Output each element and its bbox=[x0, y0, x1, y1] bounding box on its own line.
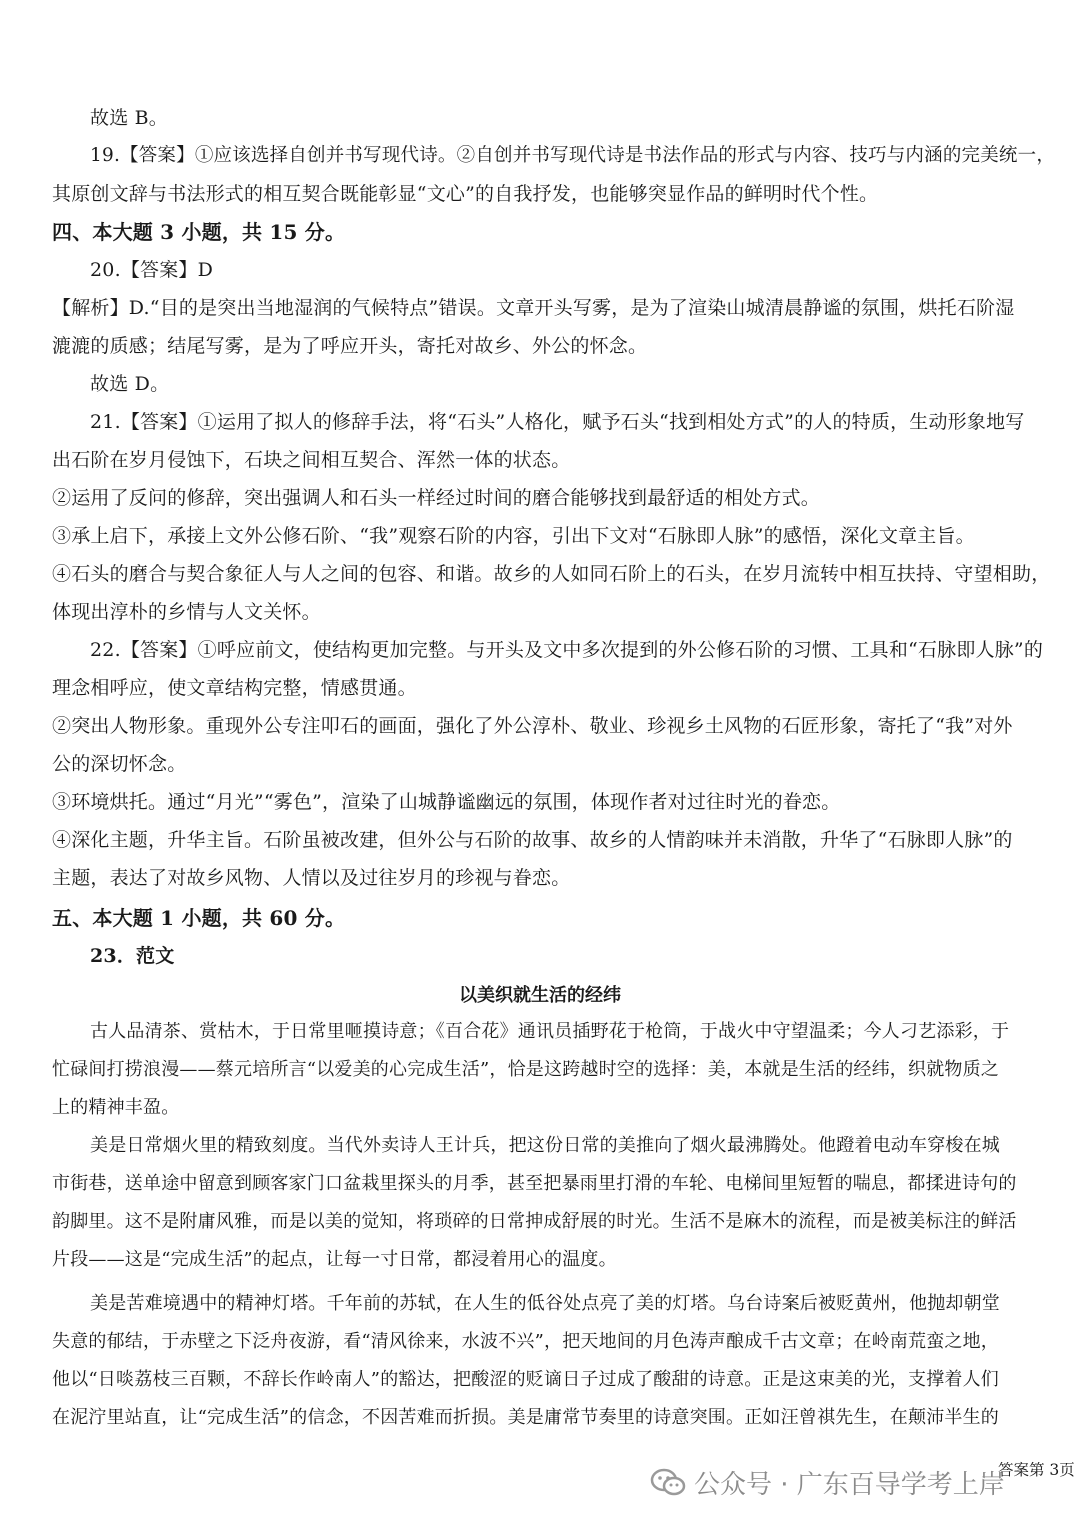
answer-23-label: 23．范文 bbox=[90, 945, 175, 967]
section-4-heading: 四、本大题 3 小题，共 15 分。 bbox=[52, 220, 346, 244]
essay-paragraph-1-line-2: 忙碌间打捞浪漫——蔡元培所言“以爱美的心完成生活”，恰是这跨越时空的选择：美，本就是生活的经纬，织就物质之 bbox=[52, 1059, 999, 1080]
answer-21-point-4-line-2: 体现出淳朴的乡情与人文关怀。 bbox=[52, 601, 321, 623]
answer-22-point-4-line-2: 主题，表达了对故乡风物、人情以及过往岁月的珍视与眷恋。 bbox=[52, 867, 571, 889]
answer-21-line-2: 出石阶在岁月侵蚀下，石块之间相互契合、浑然一体的状态。 bbox=[52, 449, 571, 471]
answer-22-point-4-line-1: ④深化主题，升华主旨。石阶虽被改建，但外公与石阶的故事、故乡的人情韵味并未消散，升华了“石脉即人脉”的 bbox=[52, 829, 1013, 851]
answer-22-point-3: ③环境烘托。通过“月光”“雾色”，渲染了山城静谧幽远的氛围，体现作者对过往时光的眷恋。 bbox=[52, 791, 841, 813]
answer-21-point-3: ③承上启下，承接上文外公修石阶、“我”观察石阶的内容，引出下文对“石脉即人脉”的感悟，深化文章主旨。 bbox=[52, 525, 975, 547]
essay-paragraph-2-line-2: 市街巷，送单途中留意到顾客家门口盆栽里探头的月季，甚至把暴雨里打滑的车轮、电梯间里短暂的喘息，都揉进诗句的 bbox=[52, 1173, 1017, 1194]
answer-20-conclusion: 故选 D。 bbox=[90, 373, 170, 395]
answer-22-point-2-line-2: 公的深切怀念。 bbox=[52, 753, 187, 775]
page-number: 答案第 3页 bbox=[998, 1461, 1075, 1479]
answer-22-point-2-line-1: ②突出人物形象。重现外公专注叩石的画面，强化了外公淳朴、敬业、珍视乡土风物的石匠形象，寄托了“我”对外 bbox=[52, 715, 1013, 737]
essay-paragraph-2-line-3: 韵脚里。这不是附庸风雅，而是以美的觉知，将琐碎的日常抻成舒展的时光。生活不是麻木的流程，而是被美标注的鲜活 bbox=[52, 1211, 1017, 1232]
answer-21-point-4-line-1: ④石头的磨合与契合象征人与人之间的包容、和谐。故乡的人如同石阶上的石头，在岁月流转中相互扶持、守望相助， bbox=[52, 563, 1051, 585]
answer-18-conclusion: 故选 B。 bbox=[90, 107, 169, 129]
section-5-heading: 五、本大题 1 小题，共 60 分。 bbox=[52, 906, 346, 930]
essay-paragraph-2-line-1: 美是日常烟火里的精致刻度。当代外卖诗人王计兵，把这份日常的美推向了烟火最沸腾处。他蹬着电动车穿梭在城 bbox=[90, 1135, 1000, 1156]
wechat-account-watermark: 公众号 · 广东百导学考上岸 bbox=[694, 1470, 1005, 1500]
answer-19-line-2: 其原创文辞与书法形式的相互契合既能彰显“文心”的自我抒发，也能够突显作品的鲜明时代个性。 bbox=[52, 183, 879, 205]
essay-paragraph-3-line-3: 他以“日啖荔枝三百颗，不辞长作岭南人”的豁达，把酸涩的贬谪日子过成了酸甜的诗意。正是这束美的光，支撑着人们 bbox=[52, 1369, 999, 1390]
essay-paragraph-1-line-3: 上的精神丰盈。 bbox=[52, 1097, 180, 1118]
answer-20-analysis-line-2: 漉漉的质感；结尾写雾，是为了呼应开头，寄托对故乡、外公的怀念。 bbox=[52, 335, 648, 357]
essay-paragraph-1-line-1: 古人品清茶、赏枯木，于日常里咂摸诗意；《百合花》通讯员插野花于枪筒，于战火中守望温柔；今人刁艺添彩，于 bbox=[90, 1021, 1010, 1042]
essay-paragraph-3-line-1: 美是苦难境遇中的精神灯塔。千年前的苏轼，在人生的低谷处点亮了美的灯塔。乌台诗案后被贬黄州，他抛却朝堂 bbox=[90, 1293, 1000, 1314]
answer-19-line-1: 19.【答案】①应该选择自创并书写现代诗。②自创并书写现代诗是书法作品的形式与内容、技巧与内涵的完美统一， bbox=[90, 145, 1056, 166]
answer-20: 20.【答案】D bbox=[90, 259, 214, 281]
answer-20-analysis-line-1: 【解析】D.“目的是突出当地湿润的气候特点”错误。文章开头写雾，是为了渲染山城清晨静谧的氛围，烘托石阶湿 bbox=[52, 297, 1015, 319]
answer-21-line-1: 21.【答案】①运用了拟人的修辞手法，将“石头”人格化，赋予石头“找到相处方式”的人的特质，生动形象地写 bbox=[90, 411, 1025, 433]
answer-22-line-1: 22.【答案】①呼应前文，使结构更加完整。与开头及文中多次提到的外公修石阶的习惯、工具和“石脉即人脉”的 bbox=[90, 639, 1044, 661]
essay-paragraph-3-line-2: 失意的郁结，于赤壁之下泛舟夜游，看“清风徐来，水波不兴”，把天地间的月色涛声酿成千古文章；在岭南荒蛮之地， bbox=[52, 1331, 999, 1352]
essay-paragraph-3-line-4: 在泥泞里站直，让“完成生活”的信念，不因苦难而折损。美是庸常节奏里的诗意突围。正如汪曾祺先生，在颠沛半生的 bbox=[52, 1407, 999, 1428]
answer-21-point-2: ②运用了反问的修辞，突出强调人和石头一样经过时间的磨合能够找到最舒适的相处方式。 bbox=[52, 487, 821, 509]
wechat-logo-icon bbox=[648, 1462, 688, 1502]
essay-paragraph-2-line-4: 片段——这是“完成生活”的起点，让每一寸日常，都浸着用心的温度。 bbox=[52, 1249, 617, 1270]
essay-title: 以美织就生活的经纬 bbox=[459, 985, 621, 1006]
answer-22-line-2: 理念相呼应，使文章结构完整，情感贯通。 bbox=[52, 677, 417, 699]
